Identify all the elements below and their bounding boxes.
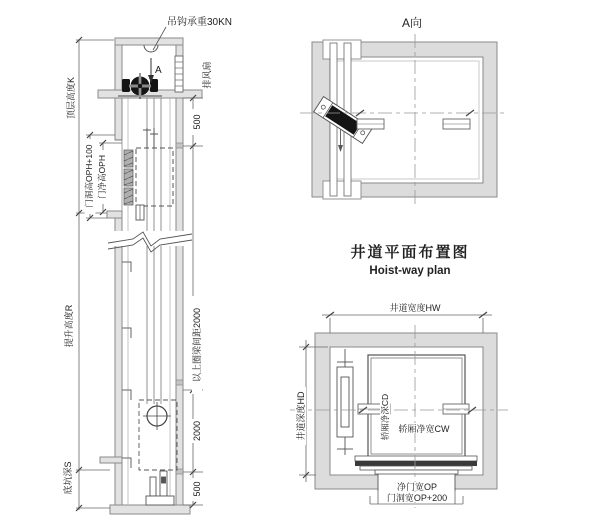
pit-area bbox=[139, 400, 177, 505]
dim-500-top: 500 bbox=[192, 114, 202, 130]
hook-capacity-label: 吊钩承重30KN bbox=[167, 17, 233, 28]
top-wall-recess bbox=[323, 40, 361, 59]
dim-pit-depth: 底坑深S bbox=[63, 461, 73, 495]
plan-a-title: A向 bbox=[401, 16, 423, 30]
dim-hoistway-width-group bbox=[322, 302, 492, 333]
machine-floor-slab bbox=[98, 90, 202, 98]
drawing-title-zh: 井道平面布置图 bbox=[350, 244, 470, 261]
dim-top-floor-height: 顶层高度K bbox=[66, 76, 76, 120]
bottom-wall-recess bbox=[323, 181, 361, 199]
pulley-icon bbox=[143, 402, 171, 430]
dim-door-clear-height: 门净高OPH bbox=[97, 155, 107, 199]
view-marker-a: A bbox=[155, 65, 162, 76]
bottom-floor-sill bbox=[100, 457, 122, 463]
car-elevation bbox=[136, 128, 173, 220]
dim-car-depth: 轿厢净深CD bbox=[380, 393, 390, 441]
rail-brackets-elevation bbox=[122, 262, 131, 468]
dimensions-left bbox=[62, 37, 122, 511]
hoistway-plan-view bbox=[290, 302, 508, 508]
exhaust-fan-icon bbox=[175, 56, 183, 92]
dim-car-width: 轿厢净宽CW bbox=[398, 424, 450, 434]
top-floor-sill bbox=[107, 211, 122, 218]
dim-door-clear-width: 净门宽OP bbox=[396, 482, 438, 492]
landing-door-elevation bbox=[115, 140, 133, 213]
dim-2000: 2000 bbox=[192, 420, 202, 442]
machine-room-roof bbox=[115, 38, 183, 45]
exhaust-fan-label: 排风扇 bbox=[202, 61, 212, 89]
dim-travel-height: 提升高度R bbox=[64, 304, 74, 348]
plan-view-a bbox=[300, 16, 507, 206]
dim-door-opening-height: 门洞高OPH+100 bbox=[84, 144, 94, 208]
dimensions-right bbox=[183, 95, 203, 508]
dim-door-opening-width: 门洞宽OP+200 bbox=[386, 493, 448, 503]
pit-floor-slab bbox=[110, 505, 190, 514]
dim-ring-beam-spacing: 以上圈梁间距2000 bbox=[192, 307, 202, 383]
dim-hoistway-width: 井道宽度HW bbox=[389, 303, 441, 313]
title-block bbox=[350, 243, 469, 277]
dim-hoistway-depth: 井道深度HD bbox=[296, 391, 306, 441]
drawing-title-en: Hoist-way plan bbox=[369, 265, 451, 277]
elevation-view bbox=[62, 15, 232, 514]
door-panels bbox=[124, 150, 133, 205]
shaft-walls bbox=[98, 38, 202, 514]
rails-and-ropes bbox=[128, 98, 170, 505]
dim-500-bottom: 500 bbox=[192, 481, 202, 497]
